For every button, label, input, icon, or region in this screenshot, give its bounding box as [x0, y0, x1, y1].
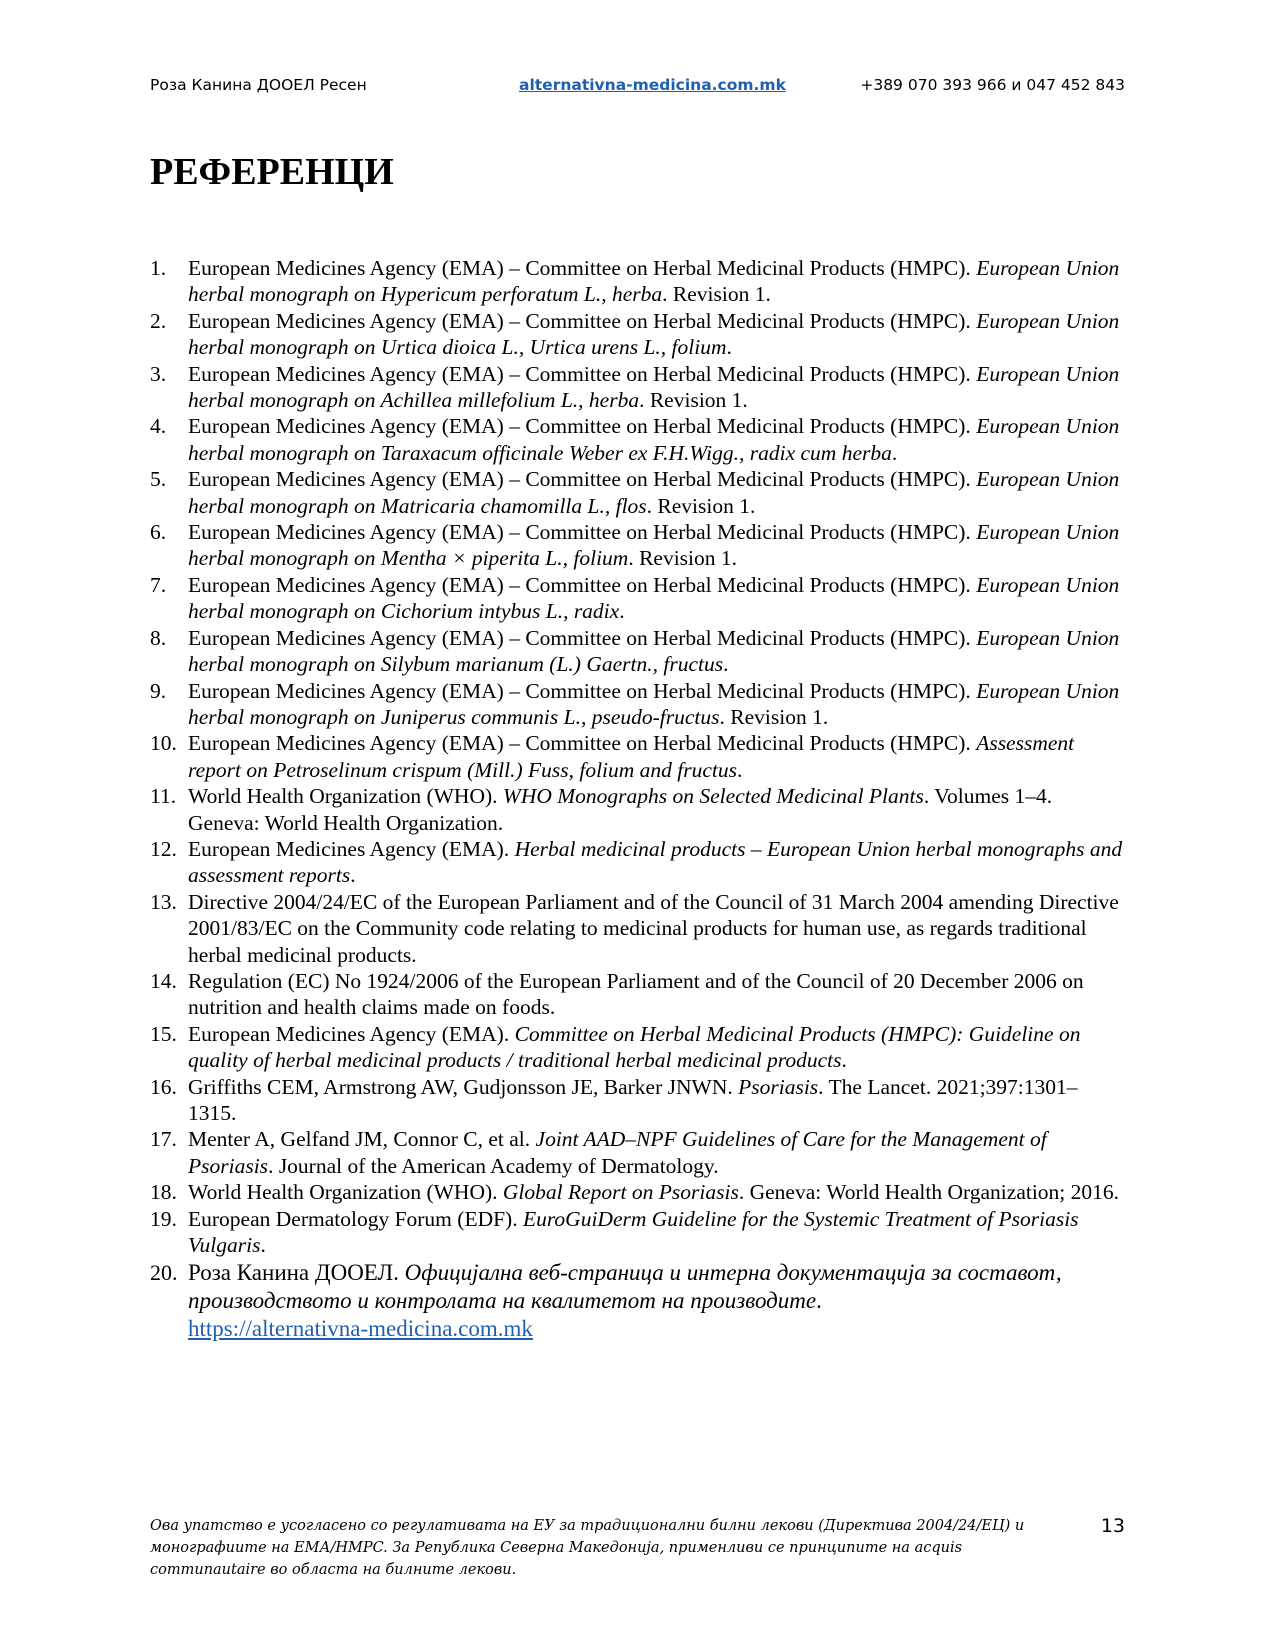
reference-item	[150, 466, 1125, 519]
reference-title: Committee on Herbal Medicinal Products (HMPC): Guideline on quality of herbal medicinal products / traditional herbal medicinal products	[188, 1021, 1081, 1073]
header-website-link[interactable]: alternativna-medicina.com.mk	[519, 76, 786, 94]
reference-item	[150, 1074, 1125, 1127]
reference-item	[150, 968, 1125, 1021]
reference-item	[150, 625, 1125, 678]
reference-number: 7.	[150, 572, 167, 597]
reference-number: 17.	[150, 1127, 177, 1152]
reference-title: European Union herbal monograph on Urtica dioica L., Urtica urens L., folium	[188, 308, 1120, 360]
reference-text: European Dermatology Forum (EDF).	[188, 1206, 523, 1231]
reference-tail: . Journal of the American Academy of Dermatology.	[268, 1153, 719, 1178]
reference-tail: .	[737, 757, 743, 782]
reference-item	[150, 1021, 1125, 1074]
reference-number: 5.	[150, 467, 167, 492]
reference-item	[150, 1126, 1125, 1179]
reference-number: 16.	[150, 1074, 177, 1099]
reference-text: European Medicines Agency (EMA).	[188, 836, 515, 861]
reference-item	[150, 1206, 1125, 1259]
reference-tail: .	[260, 1233, 266, 1258]
reference-number: 12.	[150, 836, 177, 861]
reference-number: 9.	[150, 678, 167, 703]
reference-title: European Union herbal monograph on Matricaria chamomilla L., flos	[188, 467, 1120, 518]
reference-item	[150, 413, 1125, 466]
reference-title: European Union herbal monograph on Cichorium intybus L., radix	[188, 572, 1120, 624]
reference-tail: .	[726, 335, 732, 360]
reference-item	[150, 730, 1125, 783]
references-list	[150, 255, 1125, 1343]
reference-number: 2.	[150, 308, 167, 333]
reference-title: Joint AAD–NPF Guidelines of Care for the Management of Psoriasis	[188, 1127, 1047, 1178]
reference-title: European Union herbal monograph on Taraxacum officinale Weber ex F.H.Wigg., radix cum herba	[188, 414, 1120, 465]
reference-number: 6.	[150, 520, 167, 545]
reference-text: European Medicines Agency (EMA) – Committee on Herbal Medicinal Products (HMPC).	[188, 678, 977, 703]
reference-tail: . The Lancet. 2021;397:1301–1315.	[188, 1074, 1078, 1125]
reference-tail: .	[619, 599, 625, 624]
reference-tail: . Revision 1.	[719, 704, 829, 729]
reference-title: Herbal medicinal products – European Union herbal monographs and assessment reports	[188, 836, 1123, 888]
reference-item	[150, 1259, 1125, 1343]
reference-tail: . Geneva: World Health Organization; 2016.	[738, 1180, 1120, 1205]
reference-number: 3.	[150, 361, 167, 386]
reference-tail: . Revision 1.	[639, 388, 748, 413]
reference-title: European Union herbal monograph on Mentha × piperita L., folium	[188, 520, 1120, 571]
reference-item	[150, 361, 1125, 414]
reference-title: Psoriasis	[738, 1074, 819, 1099]
reference-item	[150, 308, 1125, 361]
page-header	[150, 76, 1125, 102]
reference-tail: . Volumes 1–4. Geneva: World Health Organization.	[188, 784, 1053, 835]
reference-text: Роза Канина ДООЕЛ.	[188, 1260, 405, 1286]
reference-number: 8.	[150, 625, 167, 650]
reference-item	[150, 519, 1125, 572]
reference-tail: .	[891, 440, 898, 465]
company-name: Роза Канина ДООЕЛ Ресен	[150, 76, 367, 94]
reference-number: 13.	[150, 889, 177, 914]
reference-title: European Union herbal monograph on Achillea millefolium L., herba	[188, 361, 1120, 413]
page-title: РЕФЕРЕНЦИ	[150, 151, 394, 193]
reference-title: European Union herbal monograph on Juniperus communis L., pseudo-fructus	[188, 678, 1120, 729]
footer-note: Ова упатство е усогласено со регулативата на ЕУ за традиционални билни лекови (Директива 2004/24/ЕЦ) и монографиите на ЕМА/HMPC. За Република Северна Македонија, применливи се принципите на acquis communautaire во областа на билните лекови.	[150, 1518, 1025, 1578]
reference-text: World Health Organization (WHO).	[188, 1180, 503, 1205]
reference-number: 18.	[150, 1180, 177, 1205]
reference-item	[150, 678, 1125, 731]
reference-item	[150, 572, 1125, 625]
reference-text: Regulation (EC) No 1924/2006 of the European Parliament and of the Council of 20 December 2006 on nutrition and health claims made on foods.	[188, 968, 1084, 1020]
contact-phone: +389 070 393 966 и 047 452 843	[860, 76, 1125, 94]
reference-number: 10.	[150, 731, 177, 756]
reference-item	[150, 836, 1125, 889]
reference-text: Menter A, Gelfand JM, Connor C, et al.	[188, 1127, 536, 1152]
reference-title: Assessment report on Petroselinum crispum (Mill.) Fuss, folium and fructus	[188, 731, 1075, 782]
reference-text: European Medicines Agency (EMA) – Committee on Herbal Medicinal Products (HMPC).	[188, 467, 977, 492]
reference-text: World Health Organization (WHO).	[188, 784, 503, 809]
reference-text: European Medicines Agency (EMA) – Committee on Herbal Medicinal Products (HMPC).	[188, 731, 977, 756]
reference-tail: . Revision 1.	[646, 493, 756, 518]
reference-item	[150, 255, 1125, 308]
reference-text: European Medicines Agency (EMA) – Committee on Herbal Medicinal Products (HMPC).	[188, 625, 977, 650]
reference-title: Global Report on Psoriasis	[502, 1180, 739, 1205]
reference-text: Directive 2004/24/EC of the European Parliament and of the Council of 31 March 2004 amending Directive 2001/83/EC on the Community code relating to medicinal products for human use, as regards traditional herbal medicinal products.	[188, 889, 1119, 967]
reference-title: European Union herbal monograph on Silybum marianum (L.) Gaertn., fructus	[188, 625, 1120, 677]
reference-text: European Medicines Agency (EMA) – Committee on Herbal Medicinal Products (HMPC).	[188, 256, 977, 280]
reference-tail: .	[350, 863, 356, 888]
reference-tail: . Revision 1.	[628, 546, 738, 571]
reference-number: 4.	[150, 414, 167, 439]
reference-text: European Medicines Agency (EMA).	[188, 1021, 515, 1046]
reference-website-link[interactable]: https://alternativna-medicina.com.mk	[188, 1316, 533, 1342]
reference-text: European Medicines Agency (EMA) – Committee on Herbal Medicinal Products (HMPC).	[188, 572, 977, 597]
reference-text: European Medicines Agency (EMA) – Committee on Herbal Medicinal Products (HMPC).	[188, 520, 977, 545]
reference-item	[150, 889, 1125, 968]
reference-tail: .	[816, 1288, 822, 1314]
reference-title: WHO Monographs on Selected Medicinal Plants	[502, 784, 924, 809]
page-number: 13	[1100, 1515, 1125, 1537]
reference-number: 19.	[150, 1206, 177, 1231]
reference-tail: .	[723, 652, 729, 677]
reference-number: 15.	[150, 1021, 177, 1046]
reference-title: Официјална веб-страница и интерна документација за составот, производството и контролата на квалитетот на производите	[188, 1260, 1062, 1314]
reference-text: European Medicines Agency (EMA) – Committee on Herbal Medicinal Products (HMPC).	[188, 414, 977, 439]
reference-item	[150, 783, 1125, 836]
reference-number: 1.	[150, 256, 167, 280]
reference-title: European Union herbal monograph on Hypericum perforatum L., herba	[188, 256, 1120, 307]
reference-number: 11.	[150, 784, 177, 809]
reference-text: European Medicines Agency (EMA) – Committee on Herbal Medicinal Products (HMPC).	[188, 308, 977, 333]
reference-tail: .	[841, 1048, 847, 1073]
reference-tail: . Revision 1.	[662, 282, 771, 307]
reference-number: 20.	[150, 1260, 178, 1286]
reference-number: 14.	[150, 968, 177, 993]
reference-title: EuroGuiDerm Guideline for the Systemic Treatment of Psoriasis Vulgaris	[188, 1206, 1079, 1258]
reference-text: Griffiths CEM, Armstrong AW, Gudjonsson JE, Barker JNWN.	[188, 1074, 739, 1099]
reference-text: European Medicines Agency (EMA) – Committee on Herbal Medicinal Products (HMPC).	[188, 361, 977, 386]
reference-item	[150, 1179, 1125, 1205]
